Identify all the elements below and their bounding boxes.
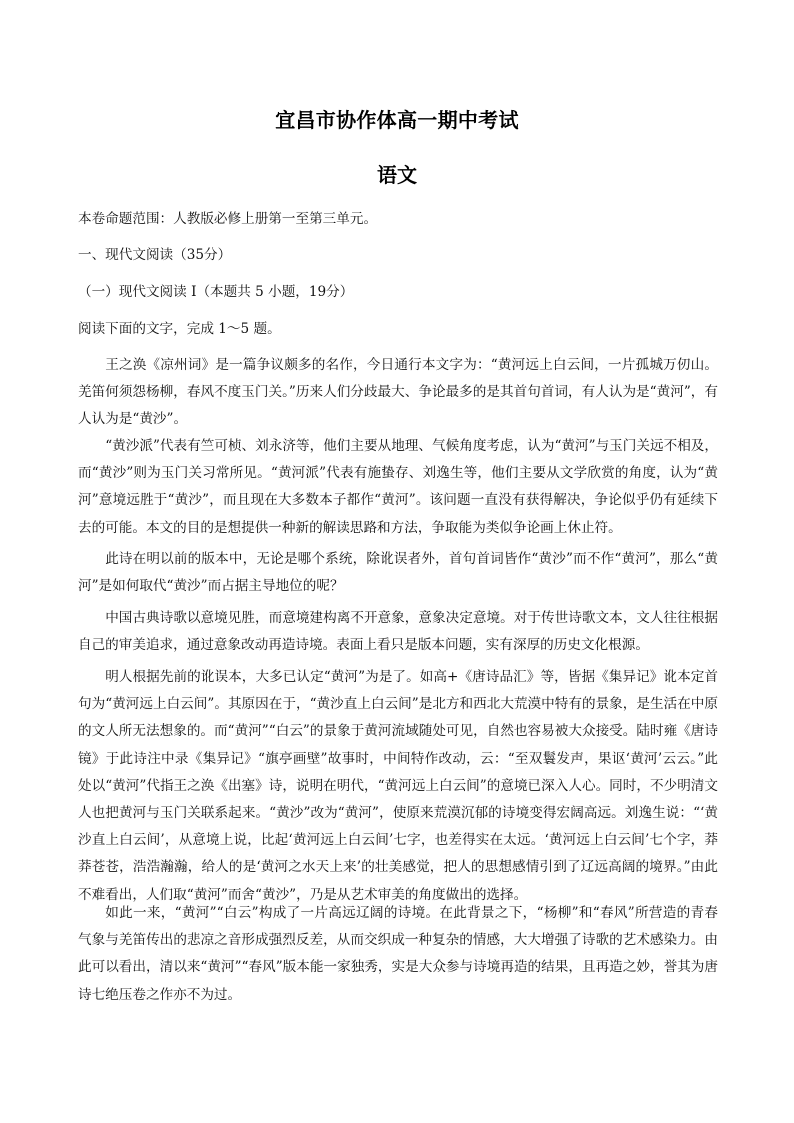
passage-paragraph-3: 此诗在明以前的版本中，无论是哪个系统，除讹误者外，首句首词皆作“黄沙”而不作“黄河”，那么“黄河”是如何取代“黄沙”而占据主导地位的呢？ bbox=[78, 551, 718, 595]
passage-paragraph-2: “黄沙派”代表有竺可桢、刘永济等，他们主要从地理、气候角度考虑，认为“黄河”与玉门关远不相及，而“黄沙”则为玉门关习常所见。“黄河派”代表有施蛰存、刘逸生等，他们主要从文学欣赏的角度，认为“黄河”意境远胜于“黄沙”，而且现在大多数本子都作“黄河”。该问题一直没有获得解决，争论似乎仍有延续下去的可能。本文的目的是想提供一种新的解读思路和方法，争取能为类似争论画上休止符。 bbox=[78, 438, 718, 536]
exam-title: 宜昌市协作体高一期中考试 bbox=[275, 108, 519, 132]
subject-title: 语文 bbox=[377, 163, 417, 187]
passage-paragraph-4: 中国古典诗歌以意境见胜，而意境建构离不开意象，意象决定意境。对于传世诗歌文本，文人往往根据自己的审美追求，通过意象改动再造诗境。表面上看只是版本问题，实有深厚的历史文化根源。 bbox=[78, 610, 718, 654]
sub-section-heading: （一）现代文阅读 I（本题共 5 小题，19分） bbox=[78, 284, 354, 300]
passage-paragraph-6: 如此一来，“黄河”“白云”构成了一片高远辽阔的诗境。在此背景之下，“杨柳”和“春风”所营造的青春气象与羌笛传出的悲凉之音形成强烈反差，从而交织成一种复杂的情感，大大增强了诗歌的艺术感染力。由此可以看出，清以来“黄河”“春风”版本能一家独秀，实是大众参与诗境再造的结果，且再造之妙，誉其为唐诗七绝压卷之作亦不为过。 bbox=[78, 905, 718, 1003]
section-heading: 一、现代文阅读（35分） bbox=[78, 247, 232, 263]
exam-scope: 本卷命题范围：人教版必修上册第一至第三单元。 bbox=[78, 211, 378, 227]
passage-paragraph-1: 王之涣《凉州词》是一篇争议颇多的名作，今日通行本文字为：“黄河远上白云间，一片孤城万仞山。羌笛何须怨杨柳，春风不度玉门关。”历来人们分歧最大、争论最多的是其首句首词，有人认为是“黄河”，有人认为是“黄沙”。 bbox=[78, 357, 718, 428]
reading-instruction: 阅读下面的文字，完成 1～5 题。 bbox=[78, 321, 281, 337]
passage-paragraph-5: 明人根据先前的讹误本，大多已认定“黄河”为是了。如高+《唐诗品汇》等，皆据《集异记》讹本定首句为“黄河远上白云间”。其原因在于，“黄沙直上白云间”是北方和西北大荒漠中特有的景象，是生活在中原的文人所无法想象的。而“黄河”“白云”的景象于黄河流域随处可见，自然也容易被大众接受。陆时雍《唐诗镜》于此诗注中录《集异记》“旗亭画壁”故事时，中间特作改动，云：“至双鬟发声，果讴‘黄河’云云。”此处以“黄河”代指王之涣《出塞》诗，说明在明代，“黄河远上白云间”的意境已深入人心。同时，不少明清文人也把黄河与玉门关联系起来。“黄沙”改为“黄河”，使原来荒漠沉郁的诗境变得宏阔高远。刘逸生说：“‘黄沙直上白云间’，从意境上说，比起‘黄河远上白云间’七字，也差得实在太远。‘黄河远上白云间’七个字，莽莽苍苍，浩浩瀚瀚，给人的是‘黄河之水天上来’的壮美感觉，把人的思想感情引到了辽远高阔的境界。”由此不难看出，人们取“黄河”而舍“黄沙”，乃是从艺术审美的角度做出的选择。 bbox=[78, 669, 718, 903]
